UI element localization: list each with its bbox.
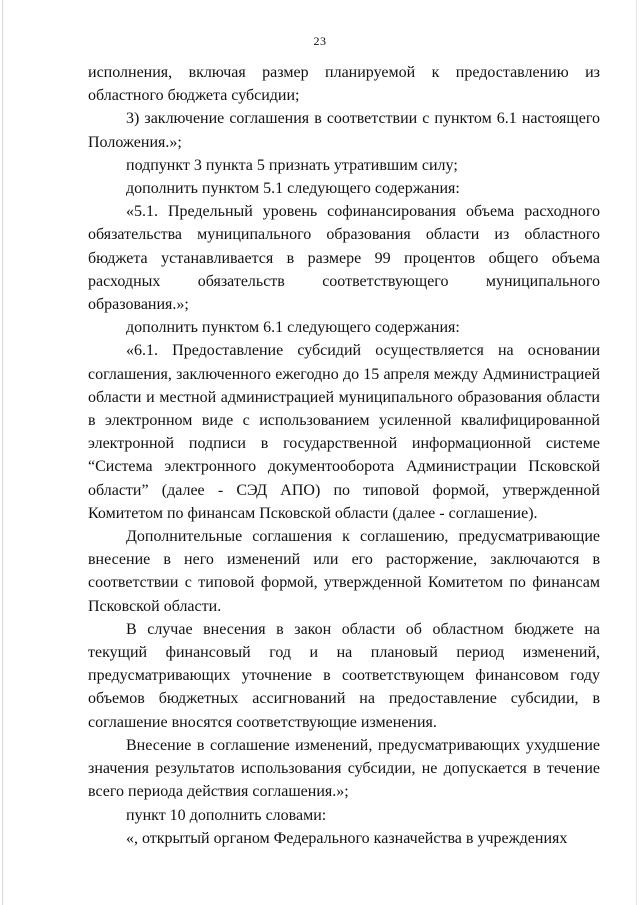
paragraph: «6.1. Предоставление субсидий осуществляется на основании соглашения, заключенного ежегодно до 15 апреля между Администрацией области и местной администрацией муниципального образования области в электронном виде с использованием усиленной квалифицированной электронной подписи в государственной информационной системе “Система электронного документооборота Администрации Псковской области” (далее - СЭД АПО) по типовой формой, утвержденной Комитетом по финансам Псковской области (далее - соглашение). bbox=[88, 342, 600, 522]
paragraph: «, открытый органом Федерального казначейства в учреждениях bbox=[126, 829, 568, 847]
paragraph: дополнить пунктом 5.1 следующего содержания: bbox=[126, 180, 460, 198]
paragraph: пункт 10 дополнить словами: bbox=[126, 806, 327, 824]
paragraph: Внесение в соглашение изменений, предусматривающих ухудшение значения результатов использования субсидии, не допускается в течение всего периода действия соглашения.»; bbox=[88, 736, 600, 801]
paragraph: В случае внесения в закон области об областном бюджете на текущий финансовый год и на плановый период изменений, предусматривающих уточнение в соответствующем финансовом году объемов бюджетных ассигнований на предоставление субсидии, в соглашение вносятся соответствующие изменения. bbox=[88, 620, 600, 731]
document-body bbox=[88, 61, 600, 850]
scan-edge-left bbox=[2, 0, 3, 905]
paragraph: «5.1. Предельный уровень софинансирования объема расходного обязательства муниципального образования области из областного бюджета устанавливается в размере 99 процентов общего объема расходных обязательств соответствующего муниципального образования.»; bbox=[88, 203, 600, 314]
scan-edge-right bbox=[636, 0, 637, 905]
paragraph: 3) заключение соглашения в соответствии с пунктом 6.1 настоящего Положения.»; bbox=[88, 110, 600, 151]
paragraph: Дополнительные соглашения к соглашению, предусматривающие внесение в него изменений или его расторжение, заключаются в соответствии с типовой формой, утвержденной Комитетом по финансам Псковской области. bbox=[88, 528, 600, 615]
paragraph: подпункт 3 пункта 5 признать утратившим силу; bbox=[126, 156, 458, 174]
paragraph: дополнить пунктом 6.1 следующего содержания: bbox=[126, 319, 460, 337]
page-number: 23 bbox=[313, 34, 327, 48]
paragraph: исполнения, включая размер планируемой к предоставлению из областного бюджета субсидии; bbox=[88, 64, 600, 105]
